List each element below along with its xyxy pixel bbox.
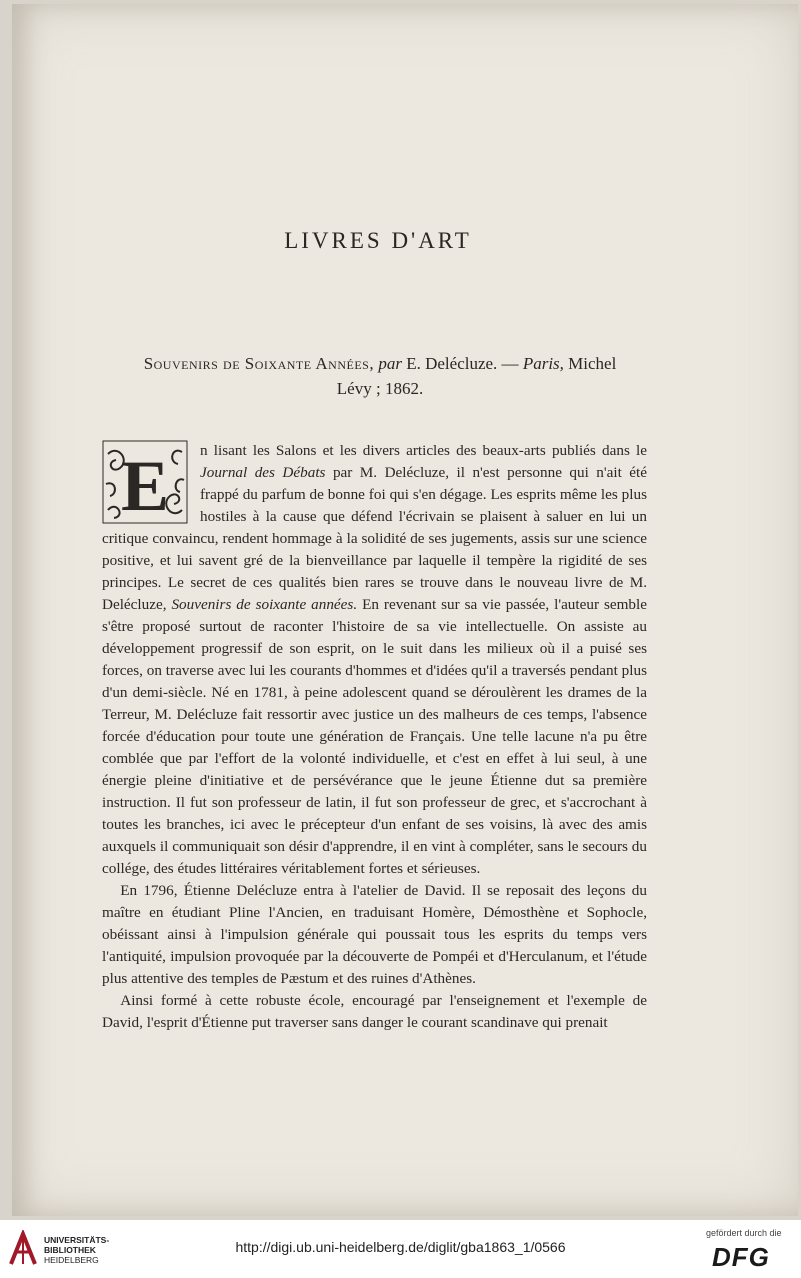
p1-text-c: En revenant sur sa vie passée, l'auteur semble s'être proposé surtout de raconter l'histoire de sa vie intellectuelle. On assiste au développement progressif de son esprit, on le suit dans les milieux où il a puisé ses forces, on traverse avec lui les courants d'hommes et d'idées qu'il a traversés pendant plus d'un demi-siècle. Né en 1781, à peine adolescent quand se déroulèrent les drames de la Terreur, M. Delécluze fait ressortir avec justice un des malheurs de ces temps, l'absence forcée d'éducation pour toute une génération de Français. Une telle lacune n'a pu être comblée que par l'effort de la volonté individuelle, et c'est en effet à lui seul, à une énergie pleine d'initiative et de persévérance que le jeune Étienne dut sa première instruction. Il fut son professeur de latin, il fut son professeur de grec, et s'accrochant à toutes les branches, ici avec le précepteur d'un enfant de ses voisins, là avec des amis auxquels il communiquait son désir d'apprendre, il en vint à compléter, sans le secours du collége, des études littéraires véritablement fortes et sérieuses. (102, 596, 647, 877)
book-reference-heading (90, 351, 670, 401)
paragraph-2: En 1796, Étienne Delécluze entra à l'atelier de David. Il se reposait des leçons du maître en étudiant Pline l'Ancien, en traduisant Homère, Démosthène et Sophocle, obéissant ainsi à l'impulsion générale qui poussait tous les esprits du temps vers l'antiquité, impulsion provoquée par la découverte de Pompéi et d'Herculanum, et l'étude plus attentive des temples de Pæstum et des ruines d'Athènes. (102, 882, 647, 987)
dfg-logo-icon[interactable]: DFG (712, 1242, 770, 1272)
p1-book-title: Souvenirs de soixante années. (171, 596, 358, 613)
library-line-1: UNIVERSITÄTS- (44, 1235, 110, 1245)
ornamental-initial-icon (102, 440, 188, 524)
permalink-url[interactable]: http://digi.ub.uni-heidelberg.de/diglit/gba1863_1/0566 (235, 1239, 566, 1255)
svg-text:E: E (120, 446, 170, 524)
viewer-footer (0, 1220, 801, 1278)
page-title: LIVRES D'ART (284, 228, 472, 253)
library-line-3: HEIDELBERG (44, 1255, 99, 1265)
heading-publisher: Michel (568, 354, 617, 373)
paragraph-3: Ainsi formé à cette robuste école, encouragé par l'enseignement et l'exemple de David, l'esprit d'Étienne put traverser sans danger le courant scandinave qui prenait (102, 992, 647, 1031)
heading-par: par (378, 354, 402, 373)
library-line-2: BIBLIOTHEK (44, 1245, 96, 1255)
funding-label: gefördert durch die (706, 1228, 782, 1238)
p1-text-b: par M. Delécluze, il n'est personne qui n'ait été frappé du parfum de bonne foi qui s'en dégage. Les esprits même les plus hostiles à la cause que défend l'écrivain se plaisent à saluer en lui un critique convaincu, rendent hommage à la solidité de ses jugements, assis sur une science positive, et lui savent gré de la bienveillance par laquelle il tempère la rigidité de ses principes. Le secret de ces qualités bien rares se trouve dans le nouveau livre de M. Delécluze, (102, 464, 647, 613)
article-body (102, 440, 647, 1034)
heading-author: E. Delécluze. — (406, 354, 519, 373)
p1-journal: Journal des Débats (200, 464, 326, 481)
p1-text-a: n lisant les Salons et les divers articles des beaux-arts publiés dans le (200, 442, 647, 459)
drop-initial-frame (102, 440, 200, 526)
heading-place: Paris, (522, 354, 564, 373)
heading-publisher-line2: Lévy ; 1862. (336, 379, 424, 398)
book-title: Souvenirs de Soixante Années, (143, 354, 375, 373)
